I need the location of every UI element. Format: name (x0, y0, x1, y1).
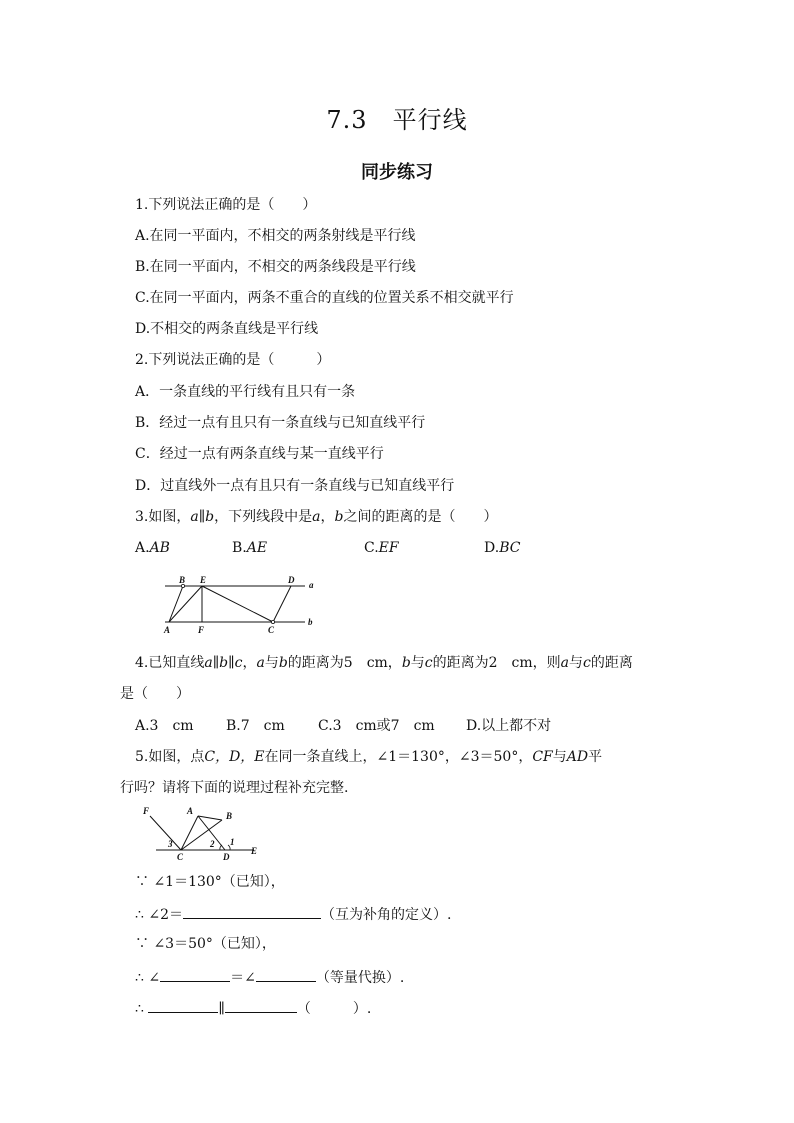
point-C (271, 620, 274, 623)
q4-var: c (424, 655, 433, 671)
page-title: 7.3 平行线 (326, 106, 468, 134)
label-D: D (223, 852, 230, 862)
q4-var: b (278, 655, 288, 671)
q3-option-b (232, 539, 267, 557)
q4-text: 4.已知直线 (135, 655, 205, 671)
q3-option-b-prefix: B. (232, 540, 247, 556)
q3-option-c-var: EF (378, 540, 399, 556)
label-3: 3 (168, 839, 173, 849)
blank-angle-right[interactable] (256, 967, 316, 982)
q5-var: AD (566, 749, 589, 765)
label-C: C (268, 625, 275, 635)
label-2: 2 (210, 839, 215, 849)
q4-var: a (560, 655, 570, 671)
label-b: b (308, 617, 313, 627)
q2-option-d: D．过直线外一点有且只有一条直线与已知直线平行 (135, 478, 455, 494)
q3-stem-var3: b (334, 509, 344, 525)
q4-text: 与 (569, 655, 584, 671)
angle-2-arc (220, 845, 222, 850)
q4-text: 与 (264, 655, 279, 671)
q4-text: 的距离为5 cm， (287, 655, 402, 671)
label-A: A (187, 806, 194, 816)
label-A: A (164, 625, 171, 635)
q5-text: 在同一条直线上，∠1＝130°，∠3＝50°， (264, 749, 533, 765)
q3-option-d (484, 539, 520, 557)
q1-option-c: C.在同一平面内，两条不重合的直线的位置关系不相交就平行 (135, 290, 514, 306)
q4-line1 (135, 654, 633, 672)
segment-AB (169, 586, 183, 622)
q5-text: 平 (588, 749, 603, 765)
segment-CA (181, 816, 198, 850)
label-F: F (198, 625, 205, 635)
q4-text: 的距离 (590, 655, 633, 671)
q5-step-5-post: （ ）. (296, 1001, 372, 1017)
q3-option-d-prefix: D. (484, 540, 500, 556)
blank-angle-left[interactable] (160, 967, 230, 982)
q3-option-a (135, 539, 170, 557)
q4-var: c (583, 655, 591, 671)
blank-line-right[interactable] (225, 998, 297, 1013)
q4-text: 与 (410, 655, 425, 671)
q3-option-d-var: BC (499, 540, 521, 556)
q4-option-b: B.7 cm (226, 718, 285, 734)
segment-CD (273, 586, 291, 622)
q5-step-4-post: （等量代换）. (315, 970, 405, 986)
q4-text: 的距离为2 cm，则 (432, 655, 561, 671)
q3-stem-comma: ， (320, 509, 335, 525)
q3-stem (135, 508, 497, 526)
q4-var: a∥b∥c (204, 655, 243, 671)
label-B: B (226, 811, 233, 821)
q3-stem-pre: 3.如图， (135, 509, 191, 525)
label-a: a (309, 580, 314, 590)
q5-step-2 (135, 904, 451, 924)
q1-stem: 1.下列说法正确的是（ ） (135, 197, 317, 213)
label-1: 1 (230, 837, 235, 847)
q3-option-c-prefix: C. (364, 540, 379, 556)
q5-step-1: ∵ ∠1＝130°（已知）， (135, 874, 285, 890)
q5-text: 5.如图，点 (135, 749, 205, 765)
q3-option-c (364, 539, 399, 557)
q3-stem-mid: ，下列线段中是 (214, 509, 313, 525)
q5-step-4 (135, 967, 404, 987)
q1-option-d: D.不相交的两条直线是平行线 (135, 321, 319, 337)
q3-figure (155, 572, 325, 636)
label-C: C (177, 852, 184, 862)
q5-step-3: ∵ ∠3＝50°（已知）， (135, 936, 276, 952)
page-subtitle: 同步练习 (361, 162, 433, 183)
q4-option-d: D.以上都不对 (466, 718, 552, 734)
label-F: F (143, 806, 150, 816)
segment-AE (169, 586, 202, 622)
segment-AB (198, 816, 222, 820)
q4-text: ， (242, 655, 257, 671)
q5-figure (138, 804, 268, 862)
q4-option-c: C.3 cm或7 cm (318, 718, 435, 734)
q3-option-a-prefix: A. (135, 540, 150, 556)
label-D: D (288, 575, 295, 585)
q5-line2: 行吗？请将下面的说理过程补充完整. (120, 780, 349, 796)
q3-stem-var2: a (312, 509, 321, 525)
q5-var: CF (532, 749, 553, 765)
label-E: E (200, 575, 207, 585)
q2-option-a: A．一条直线的平行线有且只有一条 (135, 384, 356, 400)
q5-text: 与 (552, 749, 567, 765)
q3-option-a-var: AB (149, 540, 170, 556)
blank-line-left[interactable] (148, 998, 218, 1013)
q5-var: C，D，E (204, 749, 265, 765)
q2-option-c: C．经过一点有两条直线与某一直线平行 (135, 446, 384, 462)
q4-var: b (401, 655, 411, 671)
q2-option-b: B．经过一点有且只有一条直线与已知直线平行 (135, 415, 426, 431)
q4-line2: 是（ ） (120, 686, 190, 702)
q5-step-5-mid: ∥ (218, 1001, 225, 1017)
q1-option-a: A.在同一平面内，不相交的两条射线是平行线 (135, 228, 416, 244)
q5-step-2-pre: ∴ ∠2＝ (135, 907, 183, 923)
q3-stem-post: 之间的距离的是（ ） (343, 509, 498, 525)
q5-step-5-pre: ∴ (135, 1001, 149, 1017)
q2-stem: 2.下列说法正确的是（ ） (135, 352, 331, 368)
q4-var: a (256, 655, 265, 671)
segment-EC (202, 586, 273, 622)
q1-option-b: B.在同一平面内，不相交的两条线段是平行线 (135, 259, 416, 275)
blank-angle-2[interactable] (183, 904, 321, 919)
label-B: B (179, 575, 186, 585)
q5-line1 (135, 748, 602, 766)
segment-CB (181, 820, 222, 850)
q3-option-b-var: AE (246, 540, 268, 556)
segment-FC (150, 816, 181, 850)
q3-stem-var1: a∥b (190, 509, 215, 525)
q5-step-4-pre: ∴ ∠ (135, 970, 161, 986)
q5-step-4-mid: ＝∠ (230, 970, 256, 986)
q5-step-5 (135, 998, 371, 1018)
q4-option-a: A.3 cm (135, 718, 194, 734)
label-E: E (251, 846, 258, 856)
q5-step-2-post: （互为补角的定义）. (321, 907, 452, 923)
